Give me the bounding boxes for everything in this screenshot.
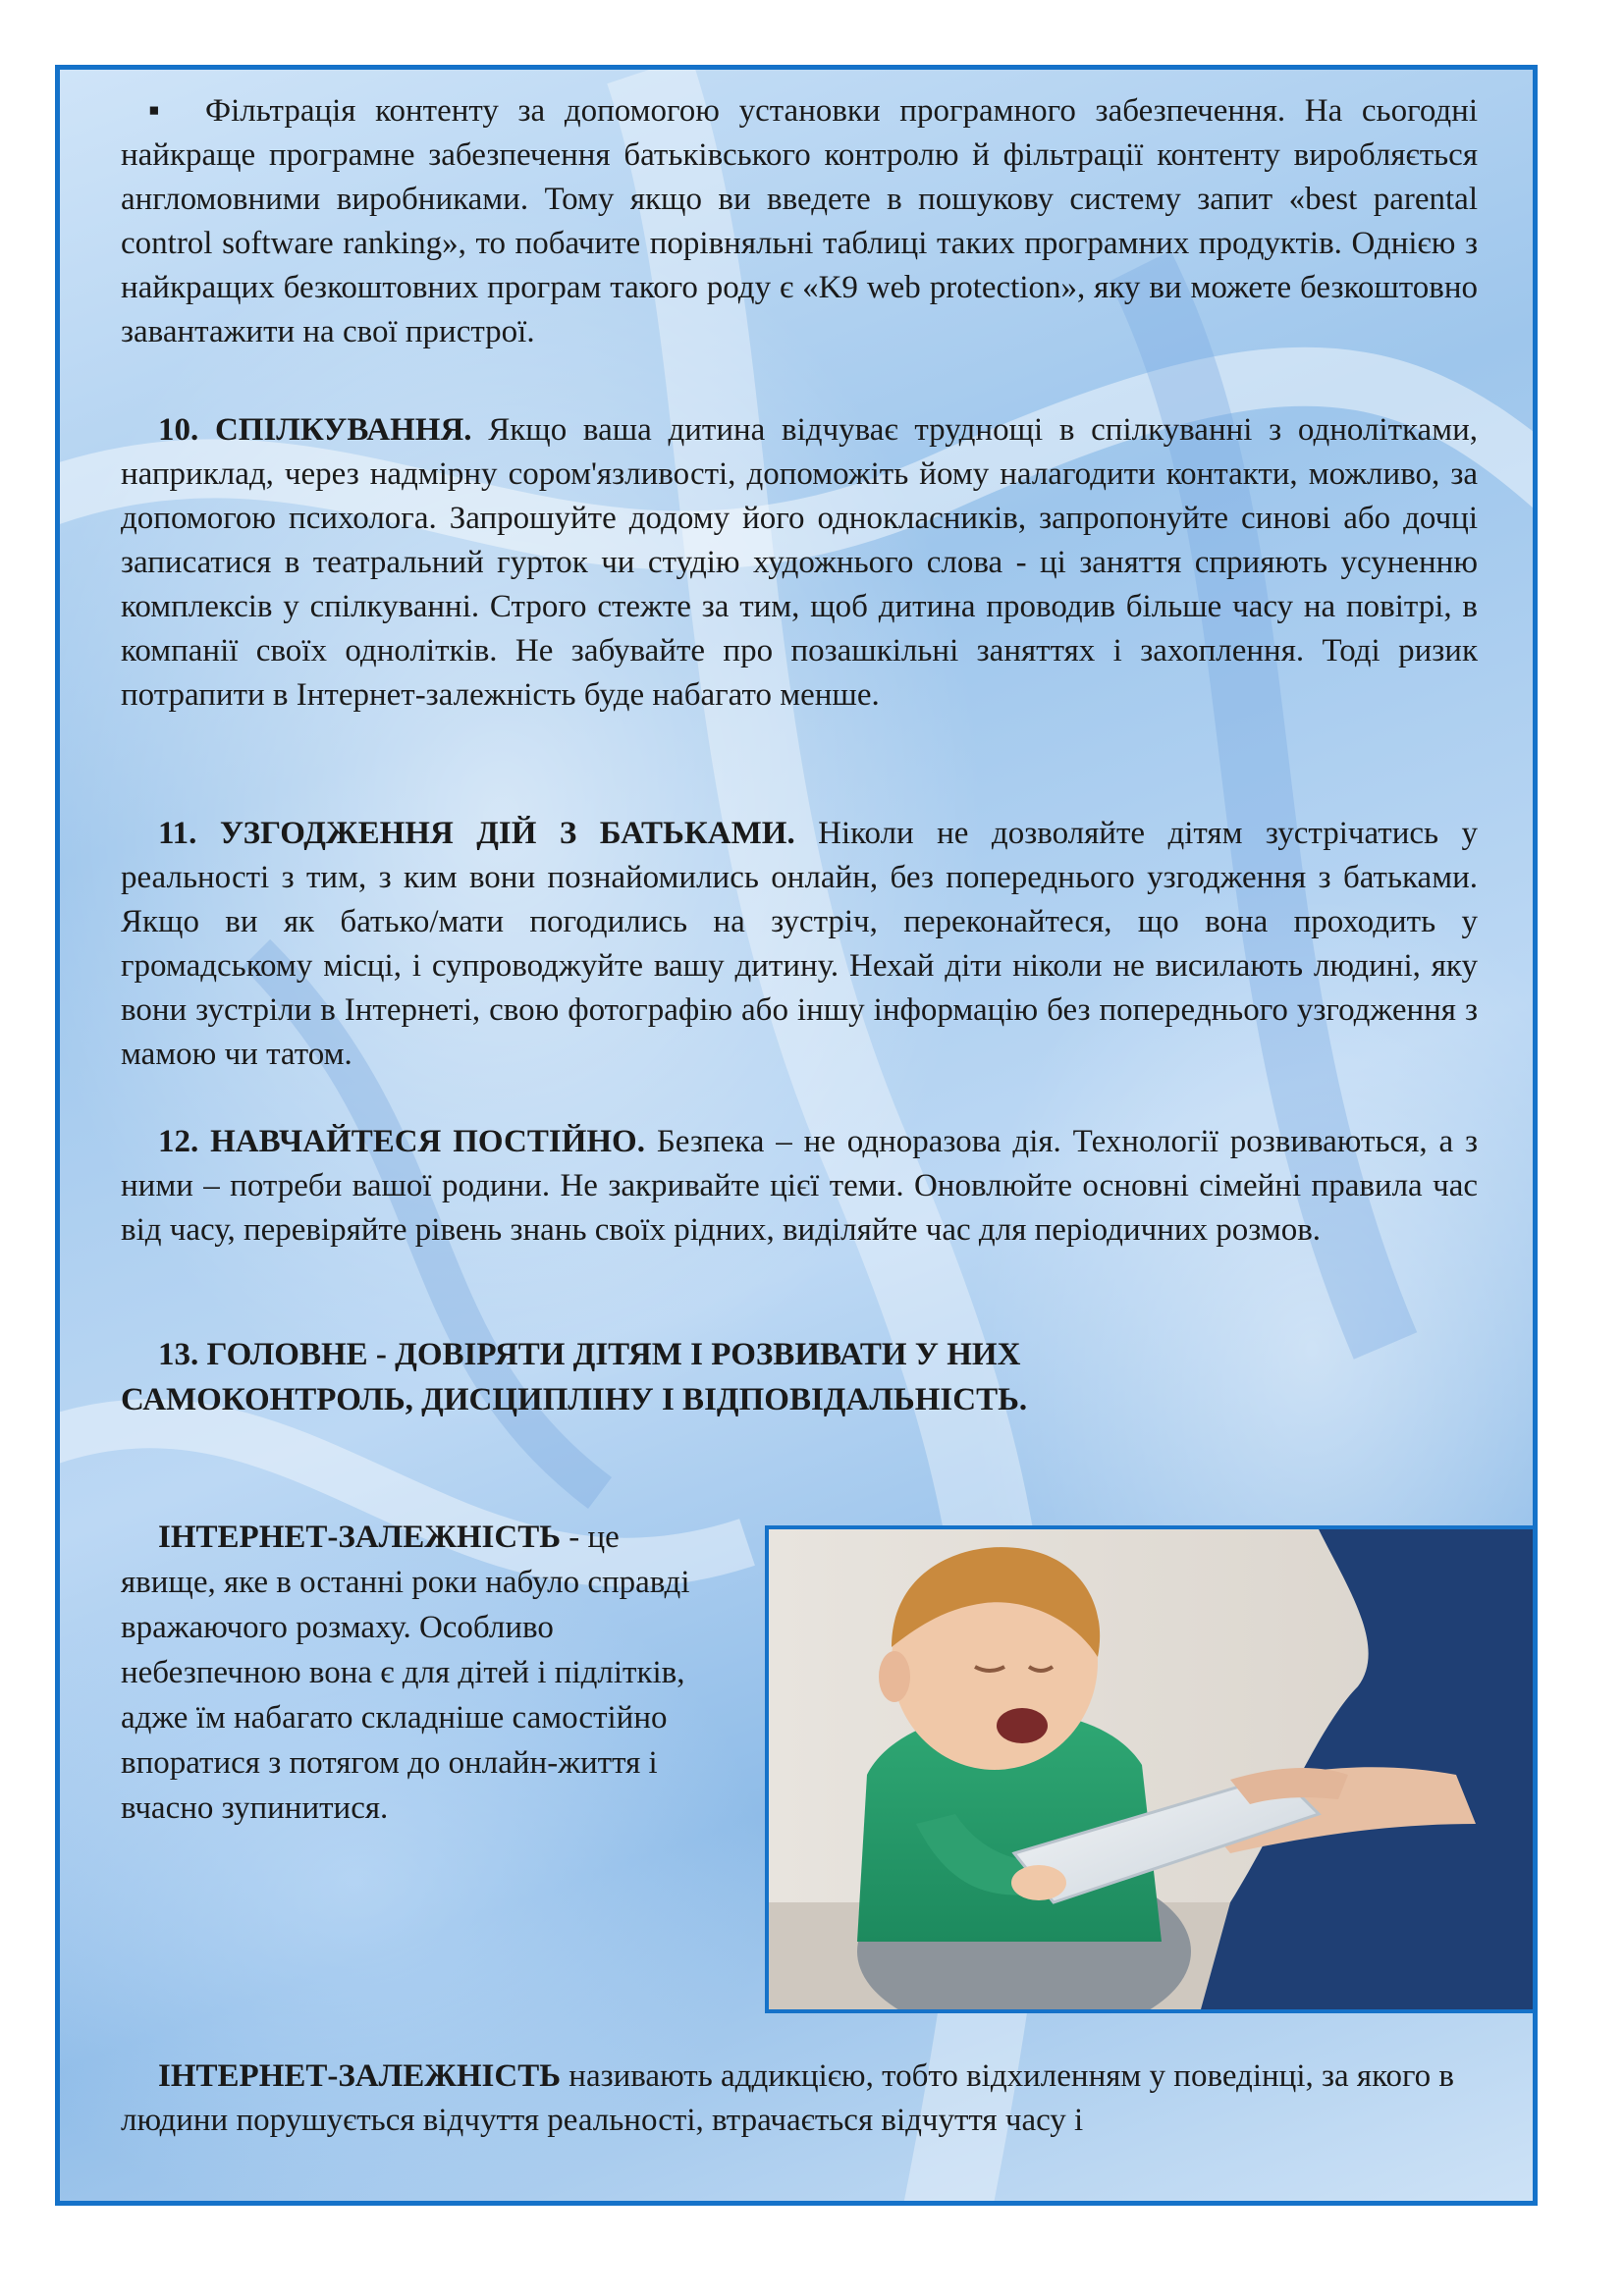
page-frame: [55, 65, 1538, 2206]
section-10: [121, 408, 1478, 718]
crying-child-photo: [765, 1525, 1538, 2013]
section-11: [121, 812, 1478, 1077]
section-10-text: Якщо ваша дитина відчуває труднощі в спілкуванні з однолітками, наприклад, через надмірну сором'язливості, допоможіть йому налагодити контакти, можливо, за допомогою психолога. Запрошуйте додому його однокласників, запропонуйте синові або дочці записатися в театральний гурток чи студію художнього слова - ці заняття сприяють усуненню комплексів у спілкуванні. Строго стежте за тим, щоб дитина проводив більше часу на повітрі, в компанії своїх однолітків. Не забувайте про позашкільні заняттях і захоплення. Тоді ризик потрапити в Інтернет-залежність буде набагато менше.: [121, 412, 1478, 713]
addiction-intro-term: ІНТЕРНЕТ-ЗАЛЕЖНІСТЬ: [158, 1520, 562, 1555]
section-11-title: 11. УЗГОДЖЕННЯ ДІЙ З БАТЬКАМИ.: [158, 816, 795, 851]
section-12-text: Безпека – не одноразова дія. Технології розвиваються, а з ними – потреби вашої родини. Не закривайте цієї теми. Оновлюйте основні сімейні правила час від часу, перевіряйте рівень знань своїх рідних, виділяйте час для періодичних розмов.: [121, 1124, 1478, 1248]
bullet-icon: ▪: [148, 93, 160, 129]
section-13-line1: 13. ГОЛОВНЕ - ДОВІРЯТИ ДІТЯМ І РОЗВИВАТИ У НИХ: [158, 1337, 1021, 1372]
section-12: [121, 1120, 1478, 1253]
section-12-title: 12. НАВЧАЙТЕСЯ ПОСТІЙНО.: [158, 1124, 645, 1159]
addiction-intro: [121, 1515, 710, 1831]
addiction-definition-text: називають аддикцією, тобто відхиленням у поведінці, за якого в людини порушується відчуття реальності, втрачається відчуття часу і: [121, 2058, 1455, 2138]
section-10-title: 10. СПІЛКУВАННЯ.: [158, 412, 472, 448]
addiction-intro-text: - це явище, яке в останні роки набуло справді вражаючого розмаху. Особливо небезпечною вона є для дітей і підлітків, адже їм набагато складніше самостійно впоратися з потягом до онлайн-життя і вчасно зупинитися.: [121, 1520, 690, 1826]
section-11-text: Ніколи не дозволяйте дітям зустрічатись у реальності з тим, з ким вони познайомились онлайн, без попереднього узгодження з батьками. Якщо ви як батько/мати погодились на зустріч, переконайтеся, що вона проходить у громадському місці, і супроводжуйте вашу дитину. Нехай діти ніколи не висилають людині, яку вони зустріли в Інтернеті, свою фотографію або іншу інформацію без попереднього узгодження з мамою чи татом.: [121, 816, 1478, 1072]
section-13-line2: САМОКОНТРОЛЬ, ДИСЦИПЛІНУ І ВІДПОВІДАЛЬНІСТЬ.: [121, 1382, 1028, 1417]
addiction-definition: [121, 2055, 1478, 2143]
bullet-paragraph: [121, 89, 1478, 354]
crying-child-with-tablet-photo-icon: [769, 1529, 1537, 2009]
addiction-definition-term: ІНТЕРНЕТ-ЗАЛЕЖНІСТЬ: [158, 2058, 562, 2094]
section-13-heading: [121, 1332, 1299, 1422]
bullet-text: Фільтрація контенту за допомогою установки програмного забезпечення. На сьогодні найкраще програмне забезпечення батьківського контролю й фільтрації контенту виробляється англомовними виробниками. Тому якщо ви введете в пошукову систему запит «best parental control software ranking», то побачите порівняльні таблиці таких програмних продуктів. Однією з найкращих безкоштовних програм такого роду є «K9 web protection», яку ви можете безкоштовно завантажити на свої пристрої.: [121, 93, 1478, 349]
